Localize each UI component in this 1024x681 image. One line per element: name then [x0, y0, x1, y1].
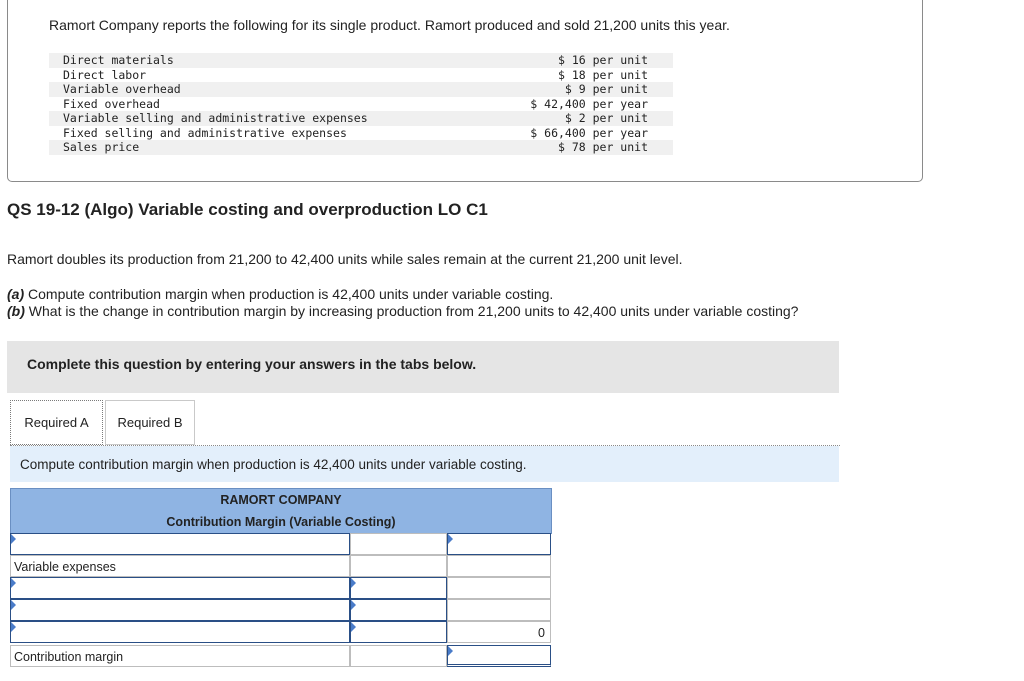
- table-company: RAMORT COMPANY: [220, 493, 342, 507]
- intro-text: Ramort Company reports the following for its single product. Ramort produced and sold 21,200 units this year.: [49, 17, 730, 33]
- dropdown-flag-icon: [11, 622, 16, 632]
- amount-cell: [447, 555, 551, 577]
- label-input[interactable]: [10, 577, 350, 599]
- cost-value: $ 66,400 per year: [530, 125, 648, 140]
- cost-row: [49, 68, 673, 83]
- table-row: [10, 533, 552, 555]
- amount-input[interactable]: [447, 533, 551, 555]
- cost-row: [49, 126, 673, 141]
- requirement-a-text: Compute contribution margin when production is 42,400 units under variable costing.: [24, 286, 554, 302]
- dropdown-flag-icon: [448, 534, 453, 544]
- cost-row: [49, 140, 673, 155]
- question-title: QS 19-12 (Algo) Variable costing and overproduction LO C1: [7, 200, 488, 219]
- table-row: [10, 555, 552, 577]
- amount-cell: [350, 533, 447, 555]
- dropdown-flag-icon: [11, 578, 16, 588]
- cost-label: Fixed selling and administrative expenses: [63, 125, 347, 140]
- tab-required-a[interactable]: [10, 400, 103, 445]
- tab-label: Required B: [117, 415, 183, 430]
- dropdown-flag-icon: [11, 534, 16, 544]
- label-input[interactable]: [10, 621, 350, 643]
- dropdown-flag-icon: [351, 600, 356, 610]
- amount-cell: [350, 555, 447, 577]
- table-row: [10, 621, 552, 643]
- instruction-bar: [10, 446, 839, 482]
- cost-label: Variable selling and administrative expenses: [63, 111, 368, 125]
- label-input[interactable]: [10, 599, 350, 621]
- requirement-a-label: (a): [7, 286, 25, 302]
- dropdown-flag-icon: [351, 578, 356, 588]
- cost-value: $ 42,400 per year: [530, 96, 648, 111]
- subtotal-cell: [447, 621, 551, 643]
- cost-label: Sales price: [63, 140, 140, 154]
- requirement-b: [7, 303, 798, 319]
- dropdown-flag-icon: [351, 622, 356, 632]
- contribution-margin-table: [10, 488, 552, 664]
- cost-label: Direct materials: [63, 53, 174, 67]
- cost-value: $ 16 per unit: [557, 53, 648, 67]
- scenario-text: Ramort doubles its production from 21,200 to 42,400 units while sales remain at the current 21,200 unit level.: [7, 251, 683, 267]
- amount-input[interactable]: [350, 577, 447, 599]
- table-row: [10, 599, 552, 621]
- label-cell: [10, 555, 350, 577]
- table-subtitle: Contribution Margin (Variable Costing): [166, 515, 396, 529]
- cost-label: Fixed overhead: [63, 96, 160, 111]
- cost-row: [49, 82, 673, 97]
- amount-input[interactable]: [350, 621, 447, 643]
- variable-expenses-label: Variable expenses: [14, 560, 116, 574]
- amount-cell: [447, 599, 551, 621]
- cost-value: $ 2 per unit: [564, 111, 648, 125]
- dropdown-flag-icon: [11, 600, 16, 610]
- amount-cell: [350, 645, 447, 667]
- instruction-text: Compute contribution margin when production is 42,400 units under variable costing.: [20, 457, 527, 472]
- requirement-b-text: What is the change in contribution margin by increasing production from 21,200 units to 42,400 units under variable costing?: [24, 303, 799, 319]
- tab-label: Required A: [24, 415, 89, 430]
- label-input[interactable]: [10, 533, 350, 555]
- cost-row: [49, 111, 673, 126]
- complete-prompt: Complete this question by entering your answers in the tabs below.: [27, 356, 477, 372]
- requirement-b-label: (b): [7, 303, 25, 319]
- cost-value: $ 18 per unit: [557, 67, 648, 82]
- cost-label: Variable overhead: [63, 82, 181, 96]
- cost-value: $ 78 per unit: [557, 140, 648, 154]
- amount-input[interactable]: [350, 599, 447, 621]
- cost-row: [49, 97, 673, 112]
- cost-value: $ 9 per unit: [564, 82, 648, 96]
- table-header: [10, 488, 552, 534]
- contribution-margin-input[interactable]: [447, 645, 551, 667]
- table-row: [10, 577, 552, 599]
- complete-prompt-bar: [7, 341, 839, 393]
- cost-label: Direct labor: [63, 67, 147, 82]
- amount-cell: [447, 577, 551, 599]
- requirement-a: [7, 286, 553, 302]
- dropdown-flag-icon: [448, 646, 453, 656]
- contribution-margin-label: Contribution margin: [14, 650, 124, 664]
- cost-row: [49, 53, 673, 68]
- label-cell: [10, 645, 350, 667]
- subtotal-value: 0: [538, 626, 545, 640]
- tab-required-b[interactable]: [105, 400, 195, 445]
- table-row: [10, 645, 552, 667]
